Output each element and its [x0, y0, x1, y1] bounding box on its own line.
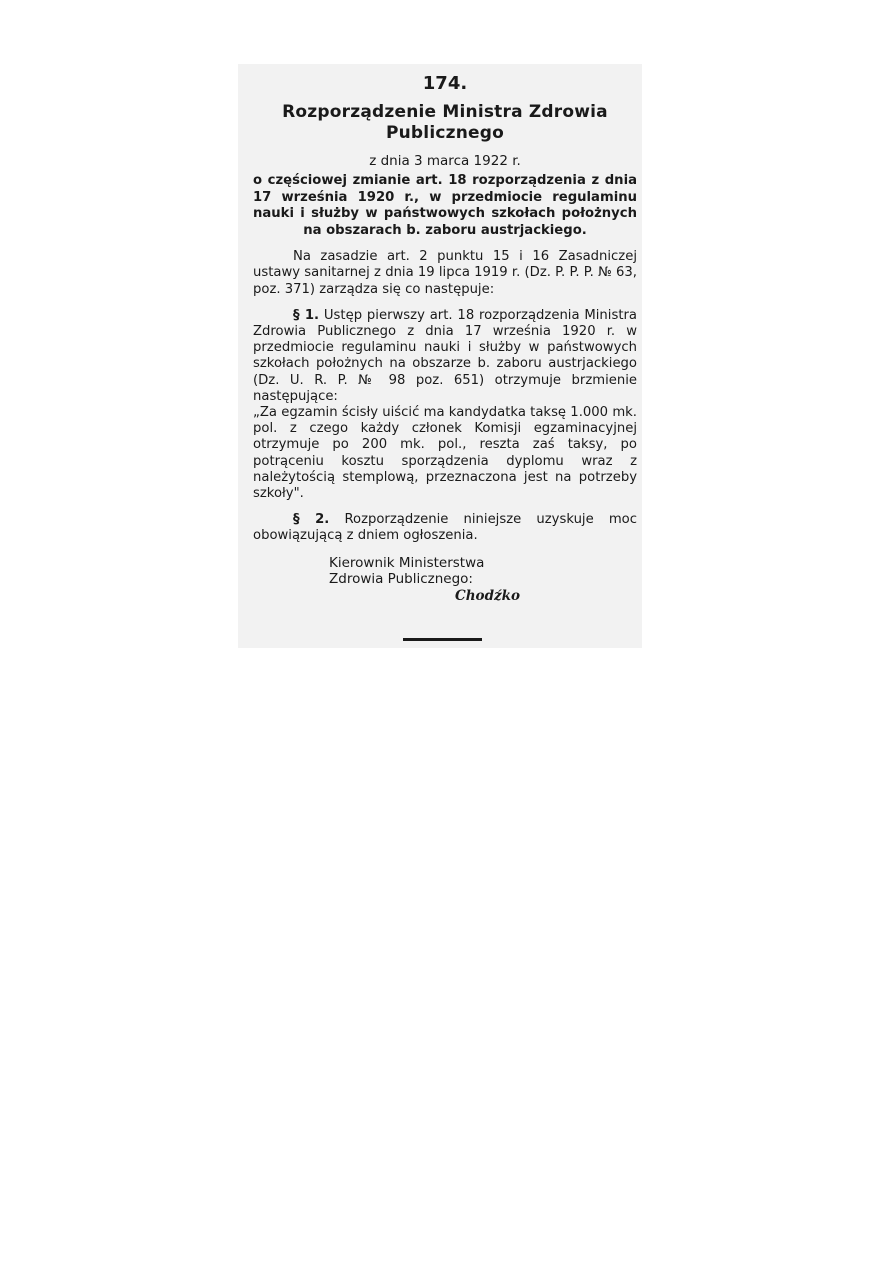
section-2-text: Rozporządzenie niniejsze uzyskuje moc obowiązującą z dniem ogłoszenia. [253, 512, 637, 544]
section-1-text: Ustęp pierwszy art. 18 rozporządzenia Ministra Zdrowia Publicznego z dnia 17 września 1920 r. w przedmiocie regulaminu nauki i służby w państwowych szkołach położnych na obszarze b. zaboru austrjackiego (Dz. U. R. P. № 98 poz. 651) otrzymuje brzmienie następujące: [253, 307, 638, 404]
signature-line-2: Zdrowia Publicznego: [329, 571, 473, 588]
subject: o częściowej zmianie art. 18 rozporządzenia z dnia 17 września 1920 r., w przedmiocie regulaminu nauki i służby w państwowych szkołach położnych na obszarach b. zaboru austrjackiego. [253, 173, 637, 238]
preamble: Na zasadzie art. 2 punktu 15 i 16 Zasadniczej ustawy sanitarnej z dnia 19 lipca 1919 r. (Dz. P. P. P. № 63, poz. 371) zarządza się co następuje: [253, 249, 637, 297]
section-2-label: § 2. [293, 512, 330, 528]
signature-block [329, 555, 637, 605]
date-line: z dnia 3 marca 1922 r. [369, 153, 521, 169]
section-1-label: § 1. [293, 307, 320, 323]
article [253, 72, 637, 604]
signer-name: Chodźko [455, 587, 521, 604]
end-rule [403, 638, 482, 641]
section-1 [253, 308, 637, 405]
article-number: 174. [422, 73, 468, 94]
signature-line-1: Kierownik Ministerstwa [329, 554, 485, 571]
section-1-quote: „Za egzamin ścisły uiścić ma kandydatka taksę 1.000 mk. pol. z czego każdy członek Komisji egzaminacyjnej otrzymuje po 200 mk. pol., reszta zaś taksy, po potrąceniu kosztu sporządzenia dyplomu wraz z należytością stemplową, przeznaczona jest na potrzeby szkoły". [253, 405, 637, 502]
section-2 [253, 512, 637, 544]
article-title: Rozporządzenie Ministra Zdrowia Publicznego [282, 102, 608, 143]
